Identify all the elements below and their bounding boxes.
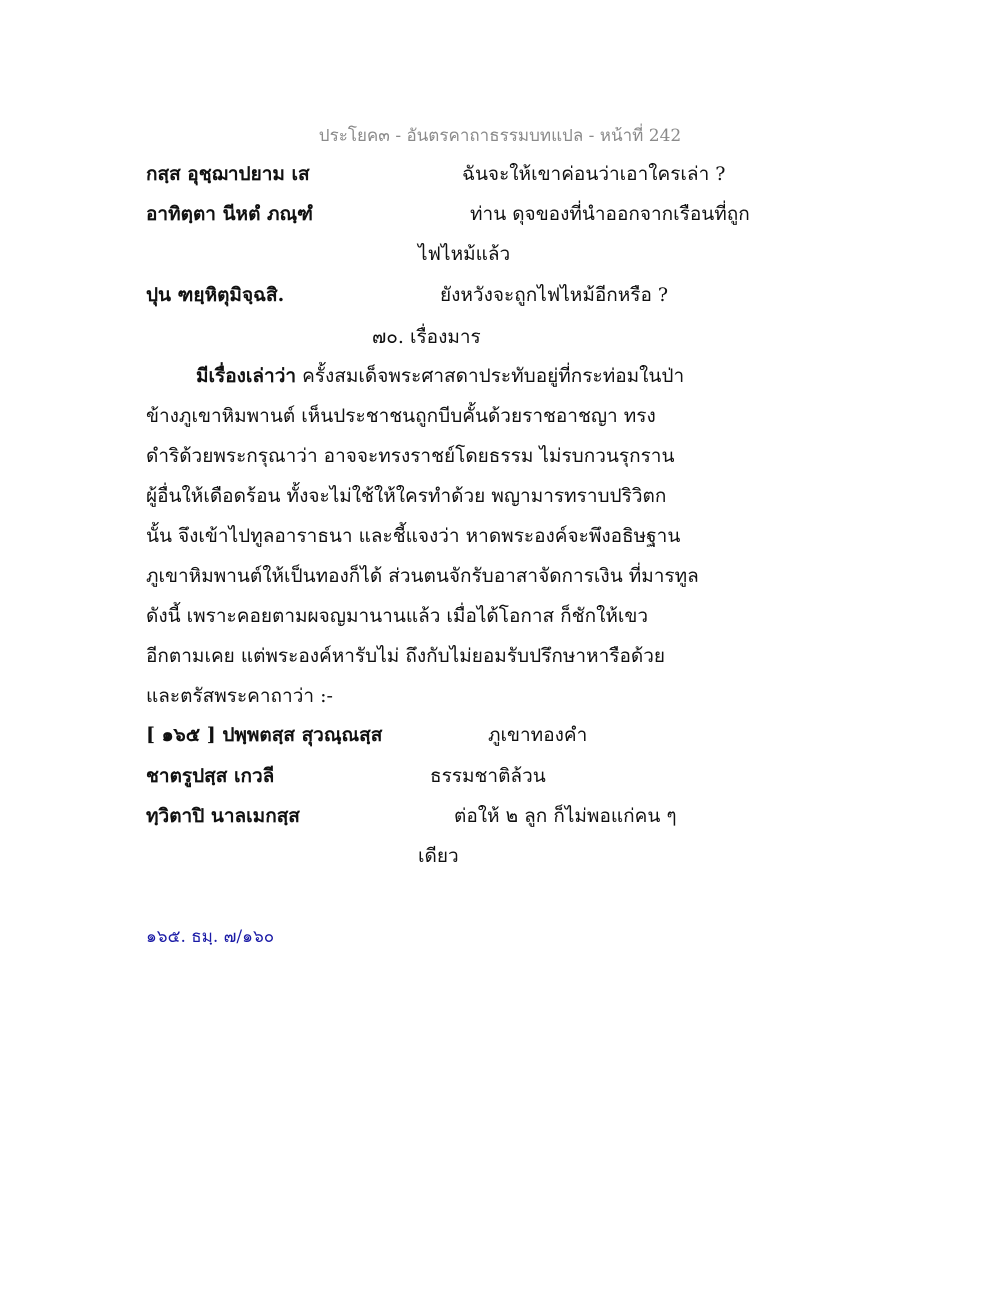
- verse-pali-165-3: ทฺวิตาปิ นาลเมกสฺส: [146, 805, 300, 827]
- paragraph-line: ดังนี้ เพราะคอยตามผจญมานานแล้ว เมื่อได้โอกาส ก็ชักให้เขว: [146, 605, 649, 627]
- verse-thai-2-continued: ไฟไหม้แล้ว: [418, 243, 511, 265]
- paragraph-line: ผู้อื่นให้เดือดร้อน ทั้งจะไม่ใช้ให้ใครทำด้วย พญามารทราบปริวิตก: [146, 485, 667, 507]
- verse-pali-165-1: [ ๑๖๕ ] ปพฺพตสฺส สุวณฺณสฺส: [146, 724, 383, 746]
- verse-thai-1: ฉันจะให้เขาค่อนว่าเอาใครเล่า ?: [462, 163, 726, 185]
- footnote: ๑๖๕. ธมฺ. ๗/๑๖๐: [146, 927, 275, 947]
- verse-thai-3: ยังหวังจะถูกไฟไหม้อีกหรือ ?: [440, 284, 669, 306]
- paragraph-first-line: [196, 363, 684, 389]
- verse-pali-3: ปุน ฑยฺหิตุมิจฺฉสิ.: [146, 284, 285, 306]
- verse-pali-2: อาทิตฺตา นีหตํ ภณฺฑํ: [146, 203, 313, 225]
- page-header: ประโยค๓ - อันตรคาถาธรรมบทแปล - หน้าที่ 242: [318, 126, 682, 146]
- paragraph-line: ดำริด้วยพระกรุณาว่า อาจจะทรงราชย์โดยธรรม ไม่รบกวนรุกราน: [146, 445, 675, 467]
- verse-thai-165-2: ธรรมชาติล้วน: [430, 765, 546, 787]
- verse-thai-2: ท่าน ดุจของที่นำออกจากเรือนที่ถูก: [470, 203, 750, 225]
- verse-pali-165-2: ชาตรูปสฺส เกวลี: [146, 765, 275, 787]
- paragraph-line: ข้างภูเขาหิมพานต์ เห็นประชาชนถูกบีบคั้นด้วยราชอาชญา ทรง: [146, 405, 656, 427]
- verse-pali-1: กสฺส อุชฺฌาปยาม เส: [146, 163, 310, 185]
- paragraph-first-rest: ครั้งสมเด็จพระศาสดาประทับอยู่ที่กระท่อมในป่า: [296, 365, 685, 387]
- verse-thai-165-1: ภูเขาทองคำ: [488, 724, 588, 746]
- paragraph-line: นั้น จึงเข้าไปทูลอาราธนา และชี้แจงว่า หาดพระองค์จะพึงอธิษฐาน: [146, 525, 681, 547]
- paragraph-lead: มีเรื่องเล่าว่า: [196, 365, 297, 387]
- verse-thai-165-3-continued: เดียว: [418, 845, 459, 867]
- section-title: ๗๐. เรื่องมาร: [372, 326, 481, 348]
- paragraph-line: อีกตามเคย แต่พระองค์หารับไม่ ถึงกับไม่ยอมรับปรึกษาหารือด้วย: [146, 645, 665, 667]
- paragraph-line: และตรัสพระคาถาว่า :-: [146, 685, 333, 707]
- verse-thai-165-3: ต่อให้ ๒ ลูก ก็ไม่พอแก่คน ๆ: [454, 805, 677, 827]
- paragraph-line: ภูเขาหิมพานต์ให้เป็นทองก็ได้ ส่วนตนจักรับอาสาจัดการเงิน ที่มารทูล: [146, 565, 699, 587]
